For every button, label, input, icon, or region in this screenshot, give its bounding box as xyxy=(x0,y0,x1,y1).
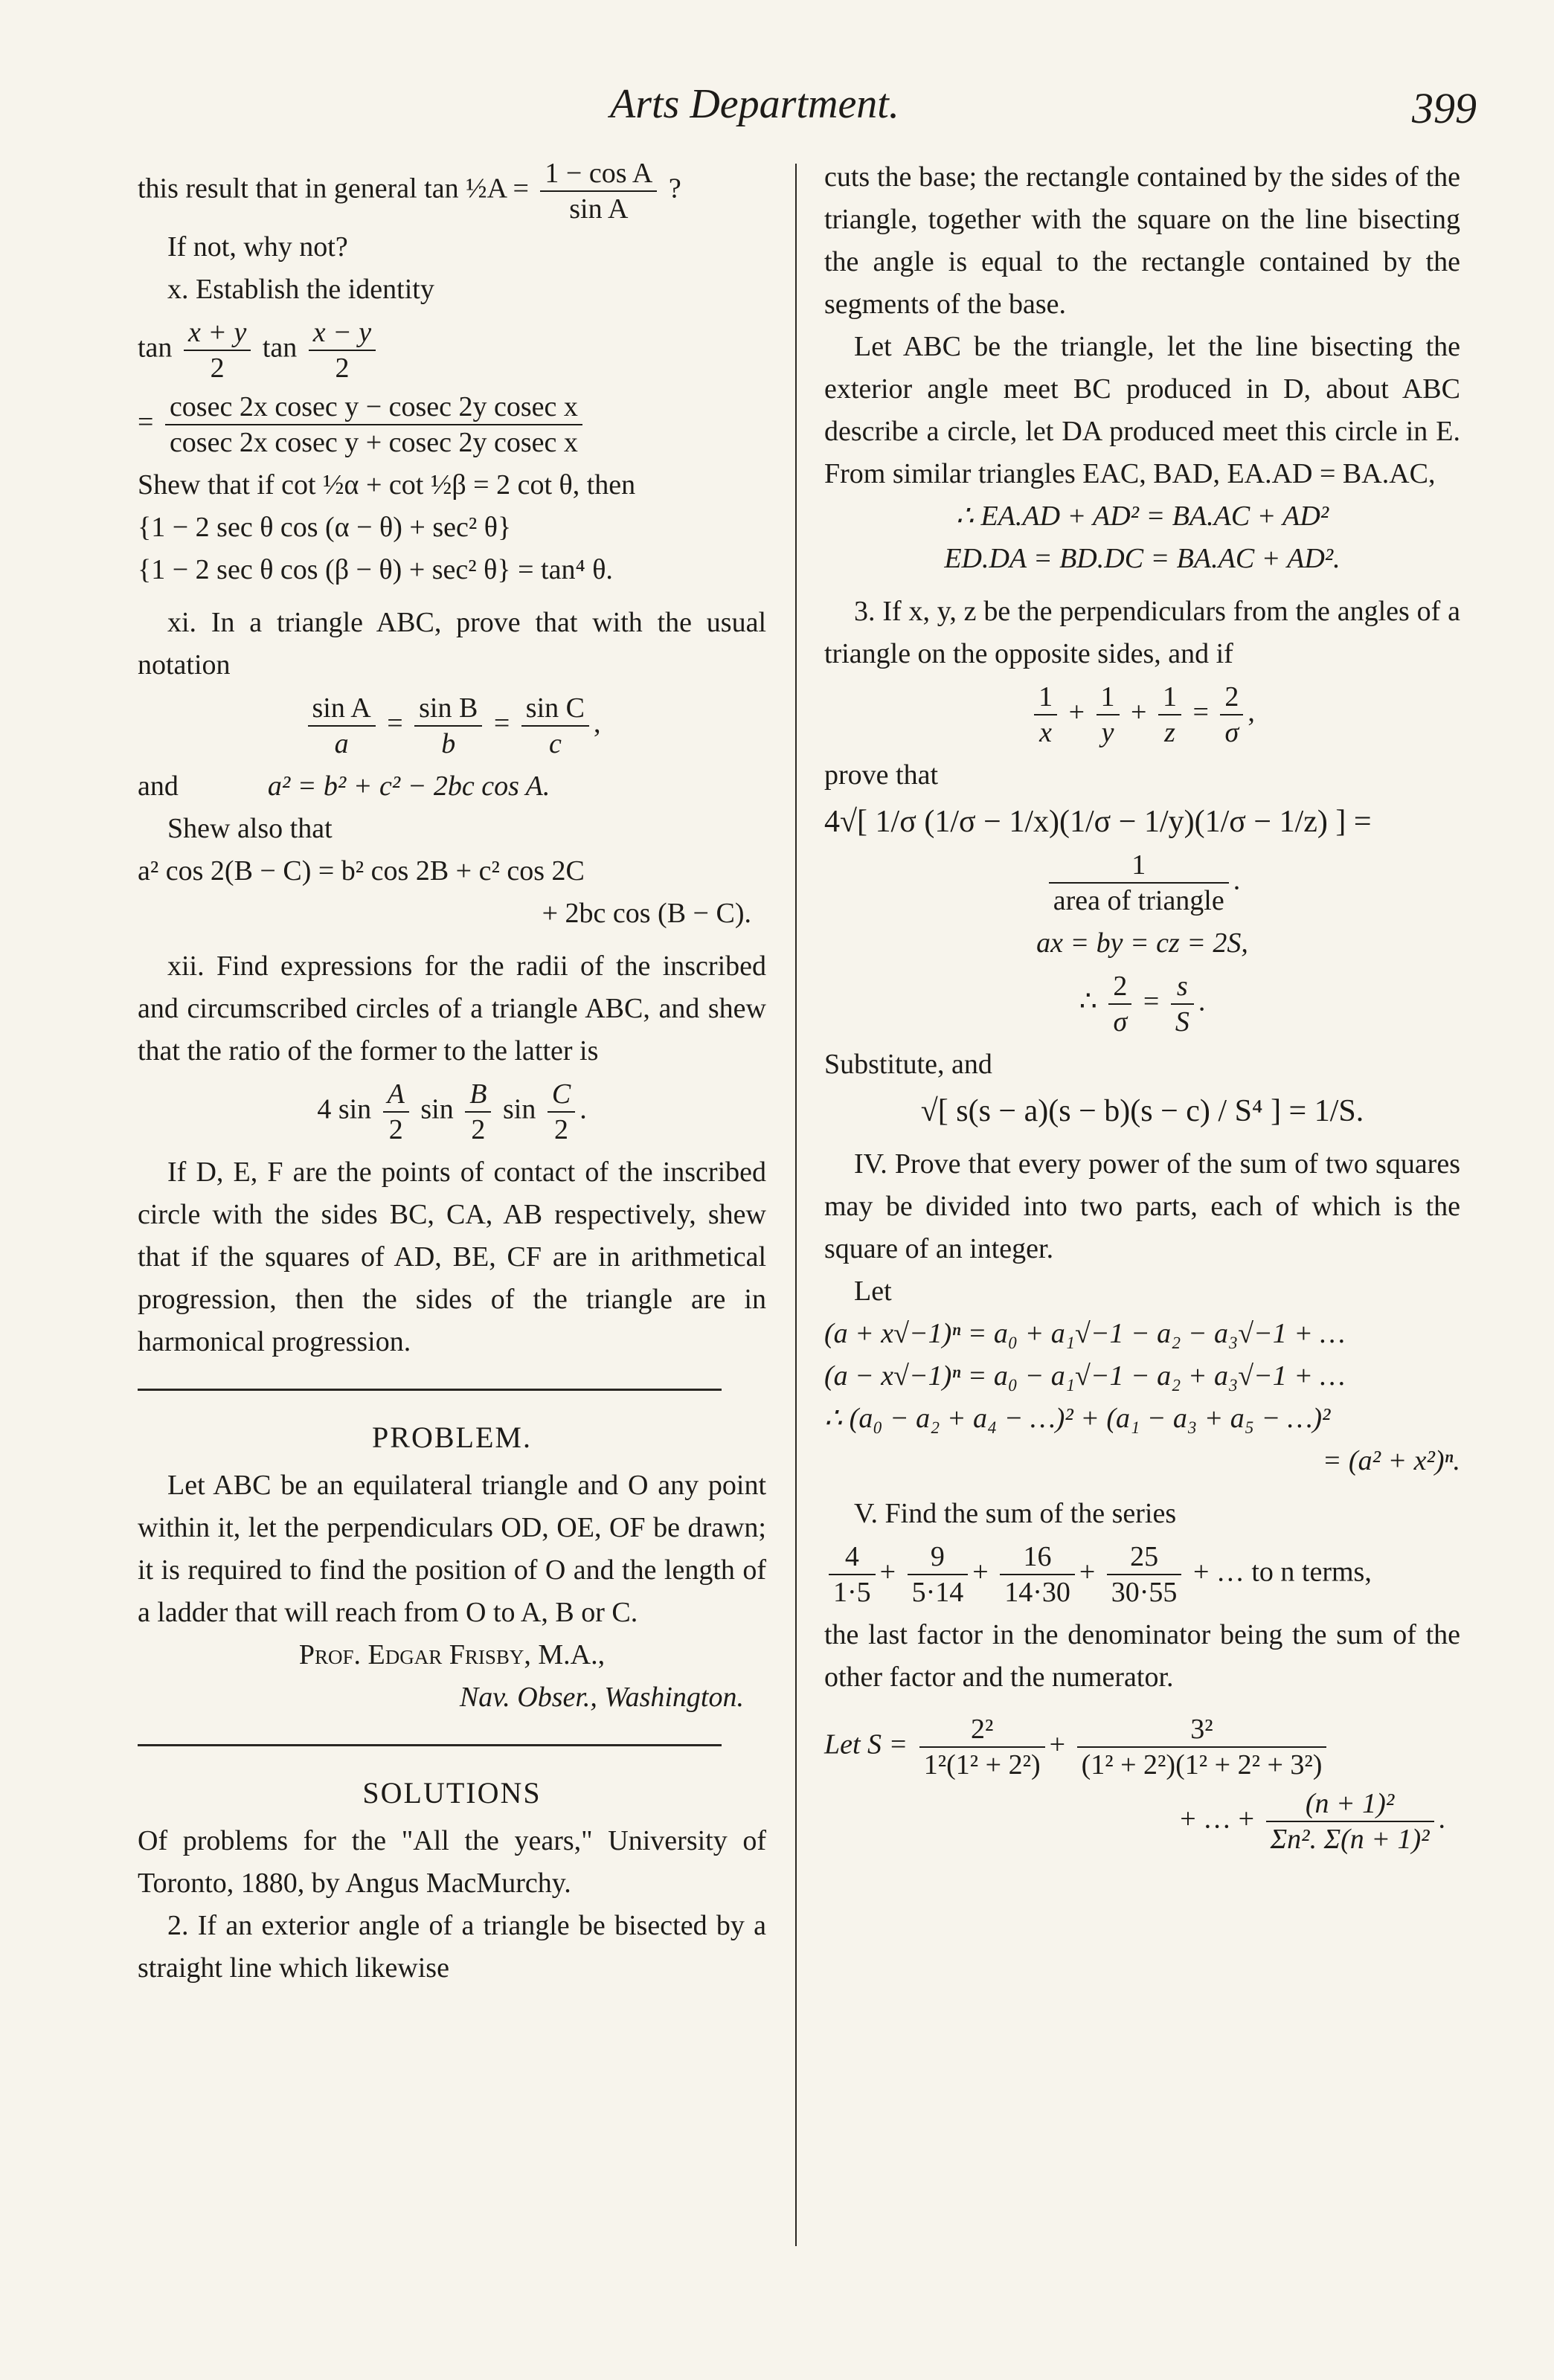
sum-definition: Let S = $\frac{\text{2²}}{\text{1²(1² + 2²)}}$ + $\frac{\text{3²}}{\text{(1² + 2²)(1² + 2² + 3²)}}$ xyxy=(824,1712,1460,1782)
problem-heading: PROBLEM. xyxy=(372,1421,532,1454)
iv-let: Let xyxy=(854,1276,892,1307)
cosine-rule: and a² = b² + c² − 2bc cos A. xyxy=(138,771,550,802)
solutions-heading: SOLUTIONS xyxy=(362,1776,542,1810)
solution-2-start: 2. If an exterior angle of a triangle be bisected by a straight line which likewise xyxy=(138,1910,766,1984)
solutions-intro: Of problems for the "All the years," University of Toronto, 1880, by Angus MacMurchy. xyxy=(138,1825,766,1899)
radii-ratio: 4 sin $\frac{A}{2}$ sin $\frac{B}{2}$ sin $\frac{C}{2}$ . xyxy=(317,1078,587,1145)
problem-v-text: the last factor in the denominator being the sum of the other factor and the numerator. xyxy=(824,1619,1460,1693)
solution-2-continued: cuts the base; the rectangle contained by the sides of the triangle, together with the square on the line bisecting the angle is equal to the rectangle contained by the segments of the base. xyxy=(824,161,1460,320)
shew-also: Shew also that xyxy=(167,813,333,844)
solution-2-eq-1: ∴ EA.AD + AD² = BA.AC + AD² xyxy=(955,501,1329,532)
contact-points-paragraph: If D, E, F are the points of contact of the inscribed circle with the sides BC, CA, AB respectively, shew that if the squares of AD, BE, CF are in arithmetical progression, then the sides of the triangle are in harmonical progression. xyxy=(138,1157,766,1357)
problem-text: Let ABC be an equilateral triangle and O any point within it, let the perpendiculars OD, OE, OF be drawn; it is required to find the position of O and the length of a ladder that will reach from O to A, B or C. xyxy=(138,1470,766,1628)
section-rule-2 xyxy=(138,1744,722,1746)
column-divider xyxy=(795,164,797,2246)
iv-eq-2: (a − x√−1)ⁿ = a₀ − a₁√−1 − a₂ + a₃√−1 + … xyxy=(824,1360,1346,1392)
problem-x-heading: x. Establish the identity xyxy=(167,274,434,305)
right-column xyxy=(824,156,1460,1861)
question-line: If not, why not? xyxy=(167,231,348,263)
xi-eq-4: + 2bc cos (B − C). xyxy=(542,898,751,929)
problem-place: Nav. Obser., Washington. xyxy=(459,1682,744,1713)
sum-general-term: + … + $\frac{\text{(n + 1)²}}{\text{Σn². Σ(n + 1)²}}$ . xyxy=(1180,1788,1445,1855)
solution-2-proof: Let ABC be the triangle, let the line bisecting the exterior angle meet BC produced in D, about ABC describe a circle, let DA produced meet this circle in E. From similar triangles EAC, BAD, EA.AD = BA.AC, xyxy=(824,331,1460,489)
xi-eq-3: a² cos 2(B − C) = b² cos 2B + c² cos 2C xyxy=(138,855,585,887)
section-rule xyxy=(138,1389,722,1391)
root-expression: 4√[ 1/σ (1/σ − 1/x)(1/σ − 1/y)(1/σ − 1/z) ] = xyxy=(824,805,1372,839)
problem-v-heading: V. Find the sum of the series xyxy=(854,1498,1177,1529)
running-title: Arts Department. xyxy=(610,81,899,127)
cot-eq-2: {1 − 2 sec θ cos (β − θ) + sec² θ} = tan⁴ θ. xyxy=(138,554,613,585)
half-angle-fraction: $\frac{\text{1 − cos A}}{\text{sin A}}$ xyxy=(540,156,657,226)
iv-eq-3: ∴ (a₀ − a₂ + a₄ − …)² + (a₁ − a₃ + a₅ − …)² xyxy=(824,1403,1331,1434)
identity-rhs: = $\frac{\text{cosec 2x cosec y − cosec 2y cosec x}}{\text{cosec 2x cosec y + cosec 2y cosec x}}$ xyxy=(138,390,766,460)
problem-iv-text: IV. Prove that every power of the sum of two squares may be divided into two parts, each of which is the square of an integer. xyxy=(824,1148,1460,1264)
cot-condition: Shew that if cot ½α + cot ½β = 2 cot θ, then xyxy=(138,469,636,501)
reciprocal-sum: $\frac{1}{x}$ + $\frac{1}{y}$ + $\frac{1}{z}$ = $\frac{2}{\sigma}$ , xyxy=(824,680,1460,750)
products-eq: ax = by = cz = 2S, xyxy=(1036,927,1248,959)
cot-eq-1: {1 − 2 sec θ cos (α − θ) + sec² θ} xyxy=(138,512,512,543)
solution-2-eq-2: ED.DA = BD.DC = BA.AC + AD². xyxy=(944,543,1341,574)
running-head xyxy=(0,80,1554,140)
substitute: Substitute, and xyxy=(824,1049,992,1080)
problem-xi-heading: xi. In a triangle ABC, prove that with the usual notation xyxy=(138,607,766,681)
page-number: 399 xyxy=(1412,84,1477,132)
sine-rule: $\frac{\text{sin A}}{a}$ = $\frac{\text{sin B}}{b}$ = $\frac{\text{sin C}}{c}$ , xyxy=(138,691,766,761)
area-fraction: $\frac{1}{\text{area of triangle}}$ . xyxy=(824,848,1460,918)
root-expression-2: √[ s(s − a)(s − b)(s − c) / S⁴ ] = 1/S. xyxy=(920,1094,1364,1128)
problem-xii-heading: xii. Find expressions for the radii of the inscribed and circumscribed circles of a triangle ABC, and shew that the ratio of the former to the latter is xyxy=(138,951,766,1067)
identity-lhs: tan $\frac{x + y}{2}$ tan $\frac{x - y}{2}$ xyxy=(138,315,766,385)
solution-3-text: 3. If x, y, z be the perpendiculars from the angles of a triangle on the opposite sides, and if xyxy=(824,596,1460,669)
result-line: this result that in general tan ½A = $\frac{\text{1 − cos A}}{\text{sin A}}$ ? xyxy=(138,158,681,225)
therefore-eq: ∴ $\frac{2}{\sigma}$ = $\frac{s}{S}$ . xyxy=(1079,971,1206,1038)
iv-eq-4: = (a² + x²)ⁿ. xyxy=(1322,1445,1460,1476)
prove-that: prove that xyxy=(824,759,939,791)
iv-eq-1: (a + x√−1)ⁿ = a₀ + a₁√−1 − a₂ − a₃√−1 + … xyxy=(824,1318,1346,1349)
left-column xyxy=(138,156,766,1990)
problem-author: Prof. Edgar Frisby, M.A., xyxy=(298,1639,606,1670)
series: $\frac{4}{1\cdot 5}$ + $\frac{9}{5\cdot 14}$ + $\frac{16}{14\cdot 30}$ + $\frac{25}{30\cdot 55}$ + … to n terms, xyxy=(824,1540,1460,1609)
